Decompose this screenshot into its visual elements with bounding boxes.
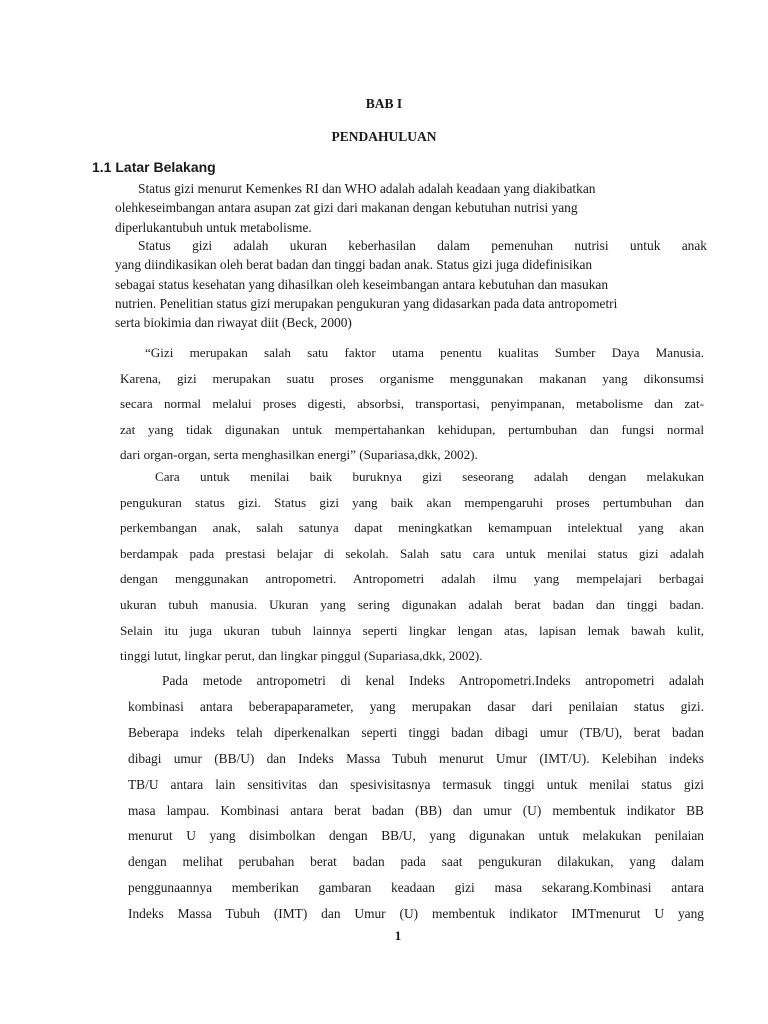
paragraph-line: nutrien. Penelitian status gizi merupakan pengukuran yang didasarkan pada data antropometri bbox=[115, 295, 618, 311]
paragraph-line: masa lampau. Kombinasi antara berat badan (BB) dan umur (U) membentuk indikator BB bbox=[128, 802, 704, 818]
paragraph-line: diperlukantubuh untuk metabolisme. bbox=[115, 219, 312, 235]
paragraph-line: serta biokimia dan riwayat diit (Beck, 2000) bbox=[115, 315, 352, 331]
paragraph-line: secara normal melalui proses digesti, absorbsi, transportasi, penyimpanan, metabolisme dan zat- bbox=[120, 396, 704, 412]
paragraph-line: Status gizi adalah ukuran keberhasilan dalam pemenuhan nutrisi untuk anak bbox=[138, 238, 707, 253]
paragraph-line: Karena, gizi merupakan suatu proses organisme menggunakan makanan yang dikonsumsi bbox=[120, 370, 704, 386]
paragraph-line: penggunaannya memberikan gambaran keadaan gizi masa sekarang.Kombinasi antara bbox=[128, 880, 704, 896]
paragraph-line: sebagai status kesehatan yang dihasilkan oleh keseimbangan antara kebutuhan dan masukan bbox=[115, 276, 609, 292]
paragraph-quote bbox=[120, 340, 704, 468]
chapter-label: BAB I bbox=[365, 96, 403, 111]
paragraph-line: yang diindikasikan oleh berat badan dan tinggi badan anak. Status gizi juga didefinisikan bbox=[115, 257, 593, 273]
paragraph-line: pengukuran status gizi. Status gizi yang baik akan mempengaruhi proses pertumbuhan dan bbox=[120, 494, 704, 510]
chapter-title: PENDAHULUAN bbox=[331, 129, 437, 144]
paragraph-line: ukuran tubuh manusia. Ukuran yang sering digunakan adalah berat badan dan tinggi badan. bbox=[120, 596, 704, 612]
paragraph-line: “Gizi merupakan salah satu faktor utama penentu kualitas Sumber Daya Manusia. bbox=[145, 345, 704, 360]
paragraph-line: perkembangan anak, salah satunya dapat meningkatkan kemampuan intelektual yang akan bbox=[120, 520, 704, 536]
paragraph-line: olehkeseimbangan antara asupan zat gizi dari makanan dengan kebutuhan nutrisi yang bbox=[115, 200, 578, 216]
page-number: 1 bbox=[394, 928, 402, 943]
paragraph-line: berdampak pada prestasi belajar di sekolah. Salah satu cara untuk menilai status gizi adalah bbox=[120, 545, 704, 561]
section-heading: 1.1 Latar Belakang bbox=[92, 159, 216, 175]
paragraph-line: TB/U antara lain sensitivitas dan spesivisitasnya termasuk tinggi untuk menilai status gizi bbox=[128, 776, 704, 792]
paragraph-line: dengan menggunakan antropometri. Antropometri adalah ilmu yang mempelajari berbagai bbox=[120, 571, 704, 587]
paragraph-line: menurut U yang disimbolkan dengan BB/U, yang digunakan untuk melakukan penilaian bbox=[128, 828, 704, 844]
paragraph-line: Selain itu juga ukuran tubuh lainnya seperti lingkar lengan atas, lapisan lemak bawah kulit, bbox=[120, 622, 704, 638]
paragraph-line: Status gizi menurut Kemenkes RI dan WHO adalah adalah keadaan yang diakibatkan bbox=[138, 181, 596, 196]
paragraph-line: Beberapa indeks telah diperkenalkan seperti tinggi badan dibagi umur (TB/U), berat badan bbox=[128, 724, 704, 740]
paragraph-line: tinggi lutut, lingkar perut, dan lingkar pinggul (Supariasa,dkk, 2002). bbox=[120, 648, 483, 664]
paragraph-cara-menilai bbox=[120, 464, 704, 669]
paragraph-line: zat yang tidak digunakan untuk mempertahankan kehidupan, pertumbuhan dan fungsi normal bbox=[120, 421, 704, 437]
paragraph-status-gizi-definition bbox=[115, 179, 707, 237]
paragraph-line: dari organ-organ, serta menghasilkan energi” (Supariasa,dkk, 2002). bbox=[120, 447, 478, 463]
paragraph-indeks-antropometri bbox=[128, 668, 704, 927]
paragraph-line: Cara untuk menilai baik buruknya gizi seseorang adalah dengan melakukan bbox=[155, 469, 704, 484]
paragraph-status-gizi-ukuran bbox=[115, 236, 707, 332]
paragraph-line: kombinasi antara beberapaparameter, yang merupakan dasar dari penilaian status gizi. bbox=[128, 698, 704, 714]
paragraph-line: dengan melihat perubahan berat badan pada saat pengukuran dilakukan, yang dalam bbox=[128, 854, 704, 870]
paragraph-line: Indeks Massa Tubuh (IMT) dan Umur (U) membentuk indikator IMTmenurut U yang bbox=[128, 906, 704, 922]
paragraph-line: Pada metode antropometri di kenal Indeks Antropometri.Indeks antropometri adalah bbox=[162, 673, 704, 688]
paragraph-line: dibagi umur (BB/U) dan Indeks Massa Tubuh menurut Umur (IMT/U). Kelebihan indeks bbox=[128, 750, 704, 766]
